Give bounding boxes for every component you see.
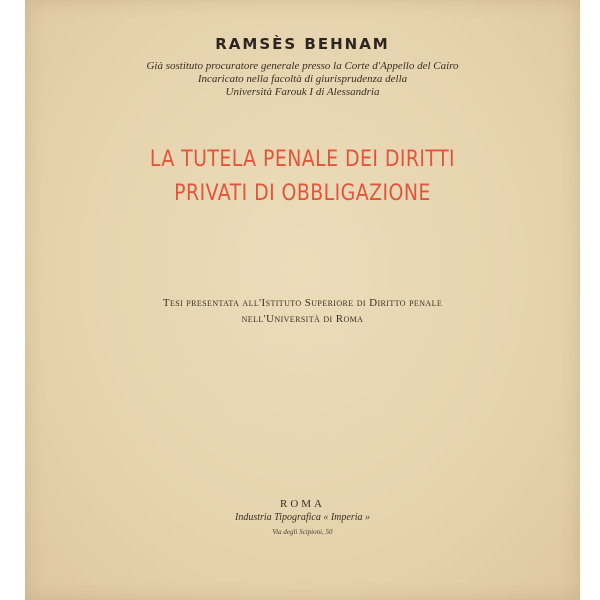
thesis-note bbox=[25, 295, 580, 327]
author-name: RAMSÈS BEHNAM bbox=[215, 35, 390, 53]
book-title bbox=[64, 143, 541, 211]
author-credentials bbox=[25, 60, 580, 99]
credential-line: Incaricato nella facoltà di giurisprudenza della bbox=[197, 73, 408, 85]
title-page bbox=[25, 0, 580, 600]
imprint-city: ROMA bbox=[279, 498, 325, 510]
thesis-line: nell'Università di Roma bbox=[241, 313, 364, 325]
title-line: LA TUTELA PENALE DEI DIRITTI bbox=[149, 147, 456, 172]
imprint-address: Via degli Scipioni, 50 bbox=[272, 528, 333, 536]
imprint-printer: Industria Tipografica « Imperia » bbox=[234, 512, 370, 523]
title-line: PRIVATI DI OBBLIGAZIONE bbox=[174, 181, 431, 206]
thesis-line: Tesi presentata all'Istituto Superiore di Diritto penale bbox=[162, 297, 443, 309]
credential-line: Già sostituto procuratore generale presso la Corte d'Appello del Cairo bbox=[146, 60, 459, 72]
credential-line: Università Farouk I di Alessandria bbox=[225, 86, 380, 98]
